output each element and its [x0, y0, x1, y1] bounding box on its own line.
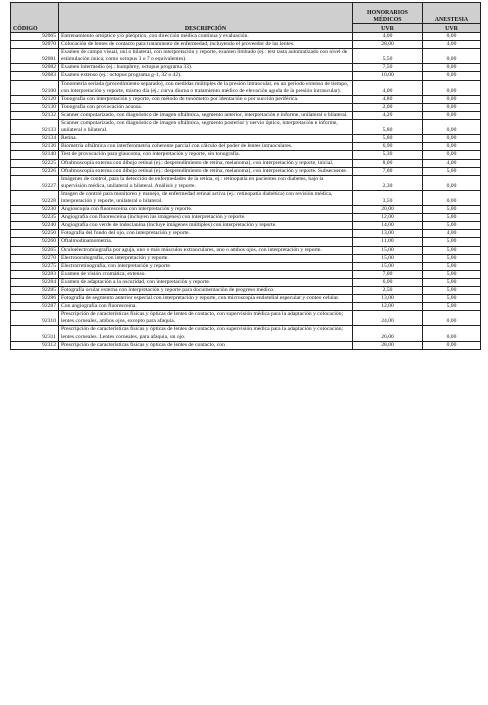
honorarios-cell: 13,00 — [353, 295, 423, 303]
table-row — [11, 295, 481, 303]
table-row — [11, 167, 481, 175]
description-cell: Colocación de lentes de contacto para tratamiento de enfermedad, incluyendo el proveedor de las lentes. — [59, 41, 353, 49]
table-row — [11, 151, 481, 159]
anestesia-cell: 0,00 — [423, 175, 481, 190]
anestesia-cell: 5,00 — [423, 214, 481, 222]
header-descripcion: DESCRIPCIÓN — [59, 3, 353, 33]
table-row — [11, 287, 481, 295]
header-row — [11, 3, 481, 24]
code-cell: 92227 — [11, 175, 59, 190]
anestesia-cell: 5,00 — [423, 303, 481, 311]
anestesia-cell: 5,00 — [423, 278, 481, 286]
table-row — [11, 143, 481, 151]
code-cell: 92132 — [11, 111, 59, 119]
honorarios-cell: 15,00 — [353, 254, 423, 262]
description-cell: Examen de adaptación a la oscuridad, con interpretación y reporte. — [59, 278, 353, 286]
table-row — [11, 341, 481, 349]
code-cell: 92230 — [11, 206, 59, 214]
honorarios-cell: 2,50 — [353, 287, 423, 295]
anestesia-cell: 0,00 — [423, 64, 481, 72]
code-cell: 92228 — [11, 190, 59, 205]
anestesia-cell: 0,00 — [423, 190, 481, 205]
honorarios-cell: 6,90 — [353, 143, 423, 151]
anestesia-cell: 0,00 — [423, 72, 481, 80]
table-row — [11, 95, 481, 103]
description-cell: Angiografía con verde de indocianina (incluye imágenes múltiples) con interpretación y reporte. — [59, 222, 353, 230]
honorarios-cell: 5,50 — [353, 49, 423, 64]
anestesia-cell: 0,00 — [423, 341, 481, 349]
honorarios-cell: 26,00 — [353, 326, 423, 341]
description-cell: Examen de campo visual, uni o bilateral, con interpretación y reporte, examen limitado (ej.: test tasta automatizado con nivel de estimulación única, como octopus 3 o 7 o equivalentes). — [59, 49, 353, 64]
description-cell: Electrorretinografía, con interpretación y reporte. — [59, 262, 353, 270]
table-row — [11, 120, 481, 135]
honorarios-cell: 5,30 — [353, 151, 423, 159]
honorarios-cell: 12,00 — [353, 214, 423, 222]
code-cell: 92136 — [11, 143, 59, 151]
code-cell: 92134 — [11, 135, 59, 143]
code-cell: 92240 — [11, 222, 59, 230]
fee-table — [10, 2, 481, 350]
anestesia-cell: 5,00 — [423, 167, 481, 175]
code-cell: 92250 — [11, 230, 59, 238]
table-row — [11, 311, 481, 326]
anestesia-cell: 0,00 — [423, 151, 481, 159]
anestesia-cell: 0,00 — [423, 111, 481, 119]
table-row — [11, 41, 481, 49]
code-cell: 92082 — [11, 64, 59, 72]
code-cell: 92285 — [11, 287, 59, 295]
code-cell: 92133 — [11, 120, 59, 135]
code-cell: 92120 — [11, 95, 59, 103]
anestesia-cell: 0,00 — [423, 326, 481, 341]
honorarios-cell: 13,00 — [353, 230, 423, 238]
honorarios-cell: 12,00 — [353, 303, 423, 311]
description-cell: Oftalmodinamometría. — [59, 238, 353, 246]
code-cell: 92081 — [11, 49, 59, 64]
description-cell: Test de provocación para glaucoma, con interpretación y reporte, sin tonografía. — [59, 151, 353, 159]
description-cell: Fotografía de segmento anterior especial con interpretación y reporte, con microscopía endotelial especular y conteo celular. — [59, 295, 353, 303]
honorarios-cell: 8,00 — [353, 159, 423, 167]
honorarios-cell: 7,50 — [353, 64, 423, 72]
code-cell: 92070 — [11, 41, 59, 49]
description-cell: Electrooculografía, con interpretación y reporte. — [59, 254, 353, 262]
anestesia-cell: 0,00 — [423, 120, 481, 135]
anestesia-cell: 0,00 — [423, 103, 481, 111]
description-cell: Scanner computarizado, con diagnóstico de imagen oftálmica, segmento posterior y nervio óptico, interpretación e informe, unilateral o bilateral. — [59, 120, 353, 135]
anestesia-cell: 5,00 — [423, 262, 481, 270]
description-cell: Fotografía ocular externa con interpretación y reporte para documentación de progreso médico. — [59, 287, 353, 295]
code-cell: 92312 — [11, 341, 59, 349]
table-row — [11, 246, 481, 254]
table-row — [11, 33, 481, 41]
anestesia-cell: 5,00 — [423, 270, 481, 278]
honorarios-cell: 11,00 — [353, 238, 423, 246]
code-cell: 92083 — [11, 72, 59, 80]
description-cell: Prescripción de características físicas y ópticas de lentes de contacto, con — [59, 341, 353, 349]
fee-table-sheet — [10, 2, 480, 350]
code-cell: 92100 — [11, 80, 59, 95]
table-row — [11, 49, 481, 64]
honorarios-cell: 15,00 — [353, 246, 423, 254]
description-cell: Tonometría seriada (procedimiento separado), con medidas múltiples de la presión intraocular, en un período extenso de tiempo, con interpretación y reporte, mismo día (ej.: curva diurna o tratamiento médico de elevación aguda de la presión intraocular). — [59, 80, 353, 95]
code-cell: 92235 — [11, 214, 59, 222]
table-row — [11, 214, 481, 222]
code-cell: 92270 — [11, 254, 59, 262]
description-cell: Tonografía con interpretación y reporte, con método de tonómetro por identación o por succión periférica. — [59, 95, 353, 103]
anestesia-cell: 0,00 — [423, 143, 481, 151]
table-row — [11, 135, 481, 143]
anestesia-cell: 0,00 — [423, 311, 481, 326]
code-cell: 92287 — [11, 303, 59, 311]
table-body — [11, 33, 481, 350]
table-row — [11, 103, 481, 111]
code-cell: 92065 — [11, 33, 59, 41]
anestesia-cell: 4,00 — [423, 159, 481, 167]
description-cell: Examen de visión cromática, extenso. — [59, 270, 353, 278]
description-cell: Oftalmoscopía externa con dibujo retinal (ej.: desprendimiento de retina, melanoma), con interpretación y reporte, inicial. — [59, 159, 353, 167]
honorarios-cell: 5,80 — [353, 120, 423, 135]
description-cell: Angiografía con fluoresceína (incluyen las imágenes) con interpretación y reporte. — [59, 214, 353, 222]
anestesia-cell: 0,00 — [423, 135, 481, 143]
header-honorarios: HONORARIOS MÉDICOS — [353, 3, 423, 24]
honorarios-cell: 7,00 — [353, 167, 423, 175]
anestesia-cell: 0,00 — [423, 95, 481, 103]
description-cell: Prescripción de características físicas y ópticas de lentes de contacto, con supervisión médica para la adaptación y colocación; lentes corneales. Lentes corneales, para afaquia, un ojo. — [59, 326, 353, 341]
description-cell: Imágenes de control, para la detección de enfermedades de la retina, ej.: retinopatía en pacientes con diabetes, bajo la supervisión médica, unilateral o bilateral. Análisis y reporte. — [59, 175, 353, 190]
table-row — [11, 303, 481, 311]
anestesia-cell: 5,00 — [423, 206, 481, 214]
table-row — [11, 238, 481, 246]
anestesia-cell: 0,00 — [423, 80, 481, 95]
code-cell: 92275 — [11, 262, 59, 270]
code-cell: 92286 — [11, 295, 59, 303]
anestesia-cell: 5,00 — [423, 287, 481, 295]
anestesia-cell: 0,00 — [423, 33, 481, 41]
honorarios-cell: 28,00 — [353, 41, 423, 49]
description-cell: Oftalmoscopía externa con dibujo retinal (ej.: desprendimiento de retina, melanoma), con interpretación y reporte. Subsecuente. — [59, 167, 353, 175]
code-cell: 92283 — [11, 270, 59, 278]
code-cell: 92311 — [11, 326, 59, 341]
table-row — [11, 111, 481, 119]
honorarios-cell: 24,00 — [353, 311, 423, 326]
honorarios-cell: 3,50 — [353, 190, 423, 205]
description-cell: Imagen de control para monitoreo y manejo, de enfermedad retinal activa (ej.: retinopatía diabética) con revisión médica, interpretación y reporte, unilateral o bilateral. — [59, 190, 353, 205]
honorarios-cell: 4,80 — [353, 95, 423, 103]
anestesia-cell: 5,00 — [423, 246, 481, 254]
anestesia-cell: 4,00 — [423, 41, 481, 49]
header-codigo: CÓDIGO — [11, 3, 59, 33]
honorarios-cell: 20,00 — [353, 206, 423, 214]
table-row — [11, 159, 481, 167]
anestesia-cell: 5,00 — [423, 222, 481, 230]
anestesia-cell: 5,00 — [423, 295, 481, 303]
description-cell: Fotografía del fondo del ojo, con interpretación y reporte. — [59, 230, 353, 238]
honorarios-cell: 4,20 — [353, 111, 423, 119]
code-cell: 92226 — [11, 167, 59, 175]
description-cell: Angioscopía con fluoresceína con interpretación y reporte. — [59, 206, 353, 214]
anestesia-cell: 5,00 — [423, 238, 481, 246]
anestesia-cell: 0,00 — [423, 49, 481, 64]
table-row — [11, 190, 481, 205]
description-cell: Examen intermedio (ej.: humphrey, octopus programa 33). — [59, 64, 353, 72]
table-row — [11, 230, 481, 238]
honorarios-cell: 4,00 — [353, 33, 423, 41]
table-row — [11, 278, 481, 286]
code-cell: 92265 — [11, 246, 59, 254]
honorarios-cell: 15,00 — [353, 262, 423, 270]
anestesia-cell: 5,00 — [423, 254, 481, 262]
code-cell: 92310 — [11, 311, 59, 326]
table-row — [11, 262, 481, 270]
description-cell: Tonografía con provocación acuosa. — [59, 103, 353, 111]
table-row — [11, 206, 481, 214]
honorarios-cell: 4,00 — [353, 80, 423, 95]
table-row — [11, 64, 481, 72]
code-cell: 92130 — [11, 103, 59, 111]
description-cell: Scanner computarizado, con diagnóstico de imagen oftálmica, segmento anterior, interpretación e informe, unilateral o bilateral. — [59, 111, 353, 119]
table-row — [11, 270, 481, 278]
table-row — [11, 222, 481, 230]
honorarios-cell: 6,00 — [353, 278, 423, 286]
honorarios-cell: 2,00 — [353, 103, 423, 111]
code-cell: 92260 — [11, 238, 59, 246]
header-uvr-anestesia: UVR — [423, 24, 481, 33]
table-row — [11, 326, 481, 341]
honorarios-cell: 2,30 — [353, 175, 423, 190]
description-cell: Oculoelectromiografía por aguja, uno o más músculos extraoculares, uno o ambos ojos, con interpretación y reporte. — [59, 246, 353, 254]
code-cell: 92284 — [11, 278, 59, 286]
anestesia-cell: 4,00 — [423, 230, 481, 238]
description-cell: Entrenamiento ortóptico y/o pleóptico, con dirección médica continua y evaluación. — [59, 33, 353, 41]
table-row — [11, 80, 481, 95]
honorarios-cell: 7,00 — [353, 270, 423, 278]
description-cell: Con angiografía con fluoresceína. — [59, 303, 353, 311]
description-cell: Retina. — [59, 135, 353, 143]
header-uvr-honorarios: UVR — [353, 24, 423, 33]
honorarios-cell: 10,00 — [353, 72, 423, 80]
table-row — [11, 72, 481, 80]
table-row — [11, 175, 481, 190]
code-cell: 92140 — [11, 151, 59, 159]
description-cell: Prescripción de características físicas y ópticas de lentes de contacto, con supervisión médica para la adaptación y colocación; lentes corneales, ambos ojos, excepto para afaquia. — [59, 311, 353, 326]
honorarios-cell: 14,00 — [353, 222, 423, 230]
honorarios-cell: 5,80 — [353, 135, 423, 143]
honorarios-cell: 28,00 — [353, 341, 423, 349]
table-row — [11, 254, 481, 262]
description-cell: Biometría oftálmica con interferometría coherente parcial con cálculo del poder de lentes intraoculares. — [59, 143, 353, 151]
description-cell: Examen extenso (ej.: octopus programa g-1, 32 o 42). — [59, 72, 353, 80]
code-cell: 92225 — [11, 159, 59, 167]
header-anestesia: ANESTESIA — [423, 3, 481, 24]
